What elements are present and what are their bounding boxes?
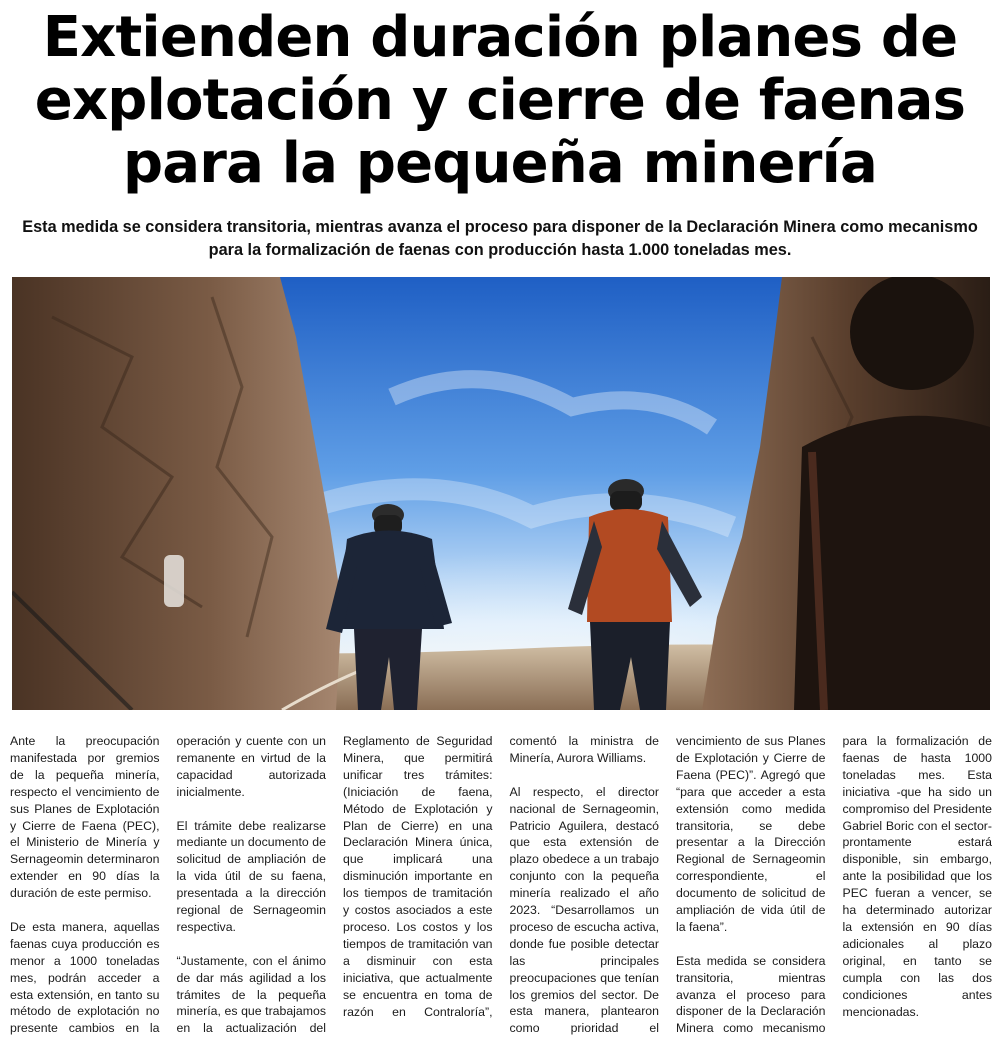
subheadline-line-1: Esta medida se considera transitoria, mientras avanza el proceso para disponer de la Declaración Minera como mecanismo [22, 218, 978, 236]
article-body [10, 733, 992, 1043]
paragraph: “Justamente, con el ánimo de dar más agilidad a los trámites de la pequeña minería, es que trabajamos en la actualización del Reglamento de Seguridad Minera, que permitirá unificar tres trámites: (Iniciación de faena, Método de Explotación y Plan de Cierre) en una Declaración Minera única, que implicará una disminución importante en los tiempos de tramitación y costos asociados a este proceso. Los costos y los tiempos de tramitación van a disminuir con esta iniciativa, que actualmente se encuentra en toma de razón en Contraloría”, comentó la ministra de Minería, Aurora Williams. [176, 734, 659, 1036]
headline [10, 6, 990, 195]
paragraph: De esta manera, aquellas faenas cuya producción es menor a 1000 toneladas mes, podrán acceder a esta extensión, en tanto su método de explotación no presente cambios en la operación y cuente con un remanente en virtud de la capacidad autorizada inicialmente. [10, 734, 326, 1036]
subheadline-line-2: para la formalización de faenas con producción hasta 1.000 toneladas mes. [208, 241, 792, 259]
headline-line-2: explotación y cierre de faenas [34, 68, 966, 133]
article-photo [12, 277, 990, 710]
paragraph: Ante la preocupación manifestada por gremios de la pequeña minería, respecto el vencimiento de sus Planes de Explotación y Cierre de Faena (PEC), el Ministerio de Minería y Sernageomin determinaron extender en 90 días la duración de este permiso. [10, 734, 160, 901]
headline-line-3: para la pequeña minería [122, 131, 877, 196]
headline-line-1: Extienden duración planes de [42, 5, 958, 70]
paragraph: Al respecto, el director nacional de Sernageomin, Patricio Aguilera, destacó que esta extensión de plazo obedece a un trabajo conjunto con la pequeña minería realizado el año 2023. “Desarrollamos un proceso de escucha activa, donde fue posible detectar las principales preocupaciones que tenían los gremios del sector. De esta manera, plantearon como prioridad el vencimiento de sus Planes de Explotación y Cierre de Faena (PEC)”. Agregó que “para que acceder a esta extensión como medida transitoria, se debe presentar a la Dirección Regional de Sernageomin correspondiente, el documento de solicitud de ampliación de vida útil de la faena”. [509, 734, 826, 1036]
paragraph: El trámite debe realizarse mediante un documento de solicitud de ampliación de la vida útil de su faena, presentada a la dirección regional de Sernageomin respectiva. [176, 818, 326, 934]
subheadline [8, 216, 992, 262]
paragraph: Esta medida se considera transitoria, mientras avanza el proceso para disponer de la Declaración Minera como mecanismo para la formalización de faenas de hasta 1000 toneladas mes. Esta iniciativa -que ha sido un compromiso del Presidente Gabriel Boric con el sector- prontamente estará disponible, sin embargo, ante la posibilidad que los PEC fueran a vencer, se ha determinado autorizar la extensión en 90 días adicionales al plazo original, en tanto se cumpla con las dos condiciones antes mencionadas. [676, 734, 992, 1036]
